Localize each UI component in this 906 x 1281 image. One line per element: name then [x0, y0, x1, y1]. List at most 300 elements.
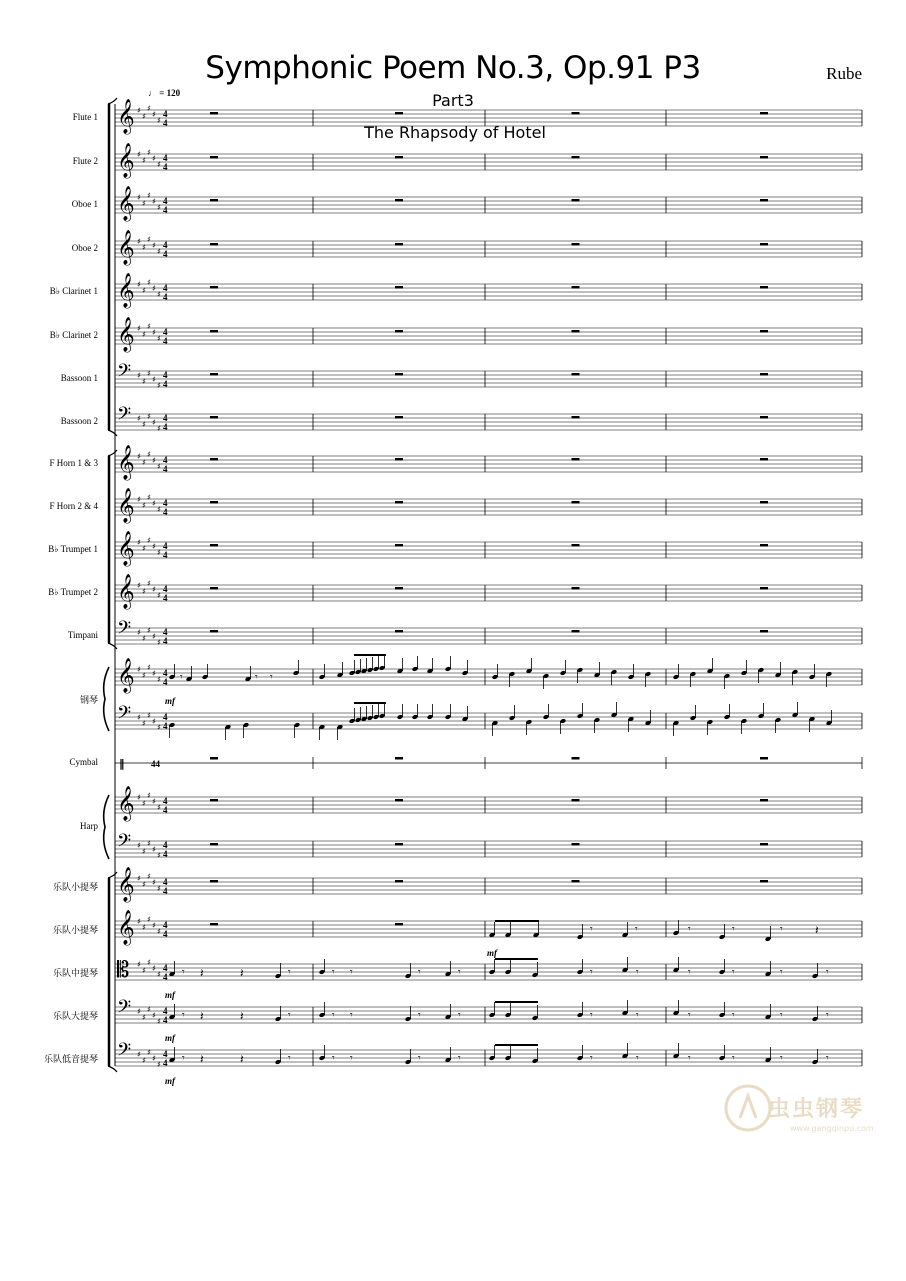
whole-rest — [395, 156, 403, 159]
staff — [115, 574, 862, 610]
whole-rest — [572, 880, 580, 883]
whole-rest — [210, 587, 218, 590]
whole-rest — [395, 587, 403, 590]
sharp-icon: ♯ — [137, 237, 141, 246]
eighth-rest-icon: 𝄾 — [590, 924, 593, 935]
sharp-icon: ♯ — [142, 330, 146, 339]
time-signature-bottom: 4 — [163, 205, 168, 215]
whole-rest — [210, 243, 218, 246]
eighth-rest-icon: 𝄾 — [270, 672, 273, 683]
whole-rest — [395, 243, 403, 246]
eighth-rest-icon: 𝄾 — [636, 1010, 639, 1021]
eighth-rest-icon: 𝄾 — [288, 967, 291, 978]
whole-rest — [760, 330, 768, 333]
sharp-icon: ♯ — [152, 154, 156, 163]
sharp-icon: ♯ — [157, 505, 161, 514]
time-signature-top: 4 — [163, 240, 168, 250]
time-signature-top: 4 — [163, 541, 168, 551]
sharp-icon: ♯ — [147, 663, 151, 672]
sharp-icon: ♯ — [147, 958, 151, 967]
dynamic-mf: mf — [165, 696, 175, 706]
eighth-rest-icon: 𝄾 — [780, 924, 783, 935]
sharp-icon: ♯ — [157, 638, 161, 647]
treble-clef-icon: 𝄞 — [117, 317, 135, 352]
eighth-rest-icon: 𝄾 — [688, 1053, 691, 1064]
whole-rest — [760, 373, 768, 376]
staff — [115, 404, 862, 433]
sharp-icon: ♯ — [152, 669, 156, 678]
treble-clef-icon: 𝄞 — [117, 574, 135, 609]
sharp-icon: ♯ — [147, 536, 151, 545]
sharp-icon: ♯ — [152, 328, 156, 337]
staff — [115, 831, 862, 860]
sharp-icon: ♯ — [157, 203, 161, 212]
sharp-icon: ♯ — [142, 1013, 146, 1022]
treble-clef-icon: 𝄞 — [117, 488, 135, 523]
instrument-label: 乐队大提琴 — [52, 1011, 98, 1021]
whole-rest — [395, 843, 403, 846]
time-signature-top: 4 — [163, 627, 168, 637]
eighth-rest-icon: 𝄾 — [826, 1010, 829, 1021]
instrument-label: Oboe 1 — [71, 199, 98, 209]
sharp-icon: ♯ — [147, 579, 151, 588]
sharp-icon: ♯ — [157, 851, 161, 860]
sharp-icon: ♯ — [137, 1007, 141, 1016]
time-signature-bottom: 4 — [163, 507, 168, 517]
eighth-rest-icon: 𝄾 — [418, 1010, 421, 1021]
score-subtitle: Part3 — [432, 91, 474, 110]
sharp-icon: ♯ — [142, 880, 146, 889]
score-title: Symphonic Poem No.3, Op.91 P3 — [205, 50, 701, 86]
sharp-icon: ♯ — [152, 717, 156, 726]
quarter-rest-icon: 𝄽 — [815, 923, 819, 937]
eighth-rest-icon: 𝄾 — [688, 967, 691, 978]
quarter-rest-icon: 𝄽 — [240, 1052, 244, 1066]
eighth-rest-icon: 𝄾 — [182, 1053, 185, 1064]
time-signature-bottom: 4 — [163, 1015, 168, 1025]
sharp-icon: ♯ — [137, 150, 141, 159]
eighth-rest-icon: 𝄾 — [635, 924, 638, 935]
sharp-icon: ♯ — [152, 418, 156, 427]
sharp-icon: ♯ — [142, 243, 146, 252]
sharp-icon: ♯ — [157, 1017, 161, 1026]
whole-rest — [572, 843, 580, 846]
percussion-clef-icon: ‖ — [119, 757, 125, 770]
whole-rest — [210, 286, 218, 289]
whole-rest — [760, 416, 768, 419]
sharp-icon: ♯ — [157, 1060, 161, 1069]
instrument-label: F Horn 1 & 3 — [49, 458, 98, 468]
sharp-icon: ♯ — [137, 106, 141, 115]
staff — [115, 658, 862, 694]
whole-rest — [572, 330, 580, 333]
eighth-rest-icon: 𝄾 — [182, 967, 185, 978]
sharp-icon: ♯ — [142, 671, 146, 680]
bass-clef-icon: 𝄢 — [117, 997, 132, 1022]
bracket-cap — [108, 872, 117, 878]
time-signature-bottom: 4 — [163, 1058, 168, 1068]
sharp-icon: ♯ — [142, 420, 146, 429]
time-signature-top: 4 — [163, 109, 168, 119]
eighth-rest-icon: 𝄾 — [350, 1010, 353, 1021]
sharp-icon: ♯ — [142, 458, 146, 467]
eighth-rest-icon: 𝄾 — [780, 967, 783, 978]
sharp-icon: ♯ — [152, 542, 156, 551]
time-signature-bottom: 4 — [163, 972, 168, 982]
time-signature-top: 4 — [163, 370, 168, 380]
sharp-icon: ♯ — [152, 921, 156, 930]
staff — [115, 230, 862, 266]
whole-rest — [210, 757, 218, 760]
whole-rest — [760, 286, 768, 289]
eighth-rest-icon: 𝄾 — [636, 1053, 639, 1064]
quarter-rest-icon: 𝄽 — [240, 966, 244, 980]
time-signature-top: 4 — [163, 1006, 168, 1016]
sharp-icon: ♯ — [147, 872, 151, 881]
sharp-icon: ♯ — [142, 156, 146, 165]
sharp-icon: ♯ — [157, 247, 161, 256]
instrument-label: 钢琴 — [79, 695, 98, 705]
staff — [115, 445, 862, 481]
sharp-icon: ♯ — [137, 371, 141, 380]
instrument-label: 乐队低音提琴 — [43, 1054, 98, 1064]
sharp-icon: ♯ — [157, 424, 161, 433]
whole-rest — [395, 112, 403, 115]
whole-rest — [760, 199, 768, 202]
whole-rest — [395, 373, 403, 376]
sharp-icon: ♯ — [147, 191, 151, 200]
whole-rest — [395, 544, 403, 547]
whole-rest — [572, 373, 580, 376]
eighth-rest-icon: 𝄾 — [458, 967, 461, 978]
sharp-icon: ♯ — [157, 803, 161, 812]
treble-clef-icon: 𝄞 — [117, 99, 135, 134]
sharp-icon: ♯ — [147, 915, 151, 924]
eighth-rest-icon: 𝄾 — [590, 967, 593, 978]
eighth-rest-icon: 𝄾 — [732, 967, 735, 978]
quarter-rest-icon: 𝄽 — [240, 1009, 244, 1023]
whole-rest — [572, 112, 580, 115]
whole-rest — [760, 501, 768, 504]
sharp-icon: ♯ — [147, 322, 151, 331]
sharp-icon: ♯ — [157, 723, 161, 732]
composer-name: Rube — [826, 64, 862, 83]
whole-rest — [395, 880, 403, 883]
eighth-rest-icon: 𝄾 — [350, 967, 353, 978]
whole-rest — [395, 501, 403, 504]
time-signature-top: 4 — [163, 584, 168, 594]
eighth-rest-icon: 𝄾 — [288, 1010, 291, 1021]
time-signature-bottom: 4 — [163, 929, 168, 939]
sharp-icon: ♯ — [137, 628, 141, 637]
eighth-rest-icon: 𝄾 — [732, 924, 735, 935]
treble-clef-icon: 𝄞 — [117, 230, 135, 265]
staff — [115, 99, 862, 135]
staff — [115, 361, 862, 390]
staff — [115, 143, 862, 179]
staff — [115, 317, 862, 353]
whole-rest — [395, 458, 403, 461]
sharp-icon: ♯ — [142, 587, 146, 596]
treble-clef-icon: 𝄞 — [117, 186, 135, 221]
sharp-icon: ♯ — [137, 665, 141, 674]
time-signature-top: 4 — [163, 413, 168, 423]
dynamic-mf: mf — [165, 1076, 175, 1086]
sharp-icon: ♯ — [142, 501, 146, 510]
bass-clef-icon: 𝄢 — [117, 831, 132, 856]
whole-rest — [395, 799, 403, 802]
grand-staff-brace — [104, 795, 109, 859]
sharp-icon: ♯ — [147, 626, 151, 635]
sharp-icon: ♯ — [152, 375, 156, 384]
whole-rest — [760, 630, 768, 633]
time-signature-top: 4 — [163, 196, 168, 206]
whole-rest — [210, 799, 218, 802]
whole-rest — [210, 843, 218, 846]
sharp-icon: ♯ — [147, 711, 151, 720]
time-signature-top: 4 — [163, 153, 168, 163]
eighth-rest-icon: 𝄾 — [180, 672, 183, 683]
eighth-rest-icon: 𝄾 — [332, 967, 335, 978]
time-signature-top: 4 — [163, 796, 168, 806]
time-signature-bottom: 4 — [163, 118, 168, 128]
time-signature-bottom: 4 — [163, 805, 168, 815]
staff — [115, 186, 862, 222]
staff — [115, 910, 862, 946]
bass-clef-icon: 𝄢 — [117, 404, 132, 429]
whole-rest — [210, 544, 218, 547]
whole-rest — [395, 630, 403, 633]
instrument-label: B♭ Clarinet 2 — [49, 330, 98, 340]
sharp-icon: ♯ — [137, 841, 141, 850]
instrument-label: Flute 2 — [72, 156, 98, 166]
bass-clef-icon: 𝄢 — [117, 618, 132, 643]
sharp-icon: ♯ — [152, 284, 156, 293]
whole-rest — [210, 630, 218, 633]
whole-rest — [210, 199, 218, 202]
dynamic-mf: mf — [487, 948, 497, 958]
time-signature-bottom: 4 — [163, 593, 168, 603]
sharp-icon: ♯ — [142, 719, 146, 728]
eighth-rest-icon: 𝄾 — [636, 967, 639, 978]
eighth-rest-icon: 𝄾 — [590, 1053, 593, 1064]
eighth-rest-icon: 𝄾 — [458, 1010, 461, 1021]
staff — [115, 618, 862, 647]
sharp-icon: ♯ — [157, 591, 161, 600]
whole-rest — [395, 199, 403, 202]
sharp-icon: ♯ — [157, 116, 161, 125]
whole-rest — [395, 416, 403, 419]
sharp-icon: ♯ — [147, 493, 151, 502]
sharp-icon: ♯ — [137, 414, 141, 423]
time-signature-top: 4 — [163, 498, 168, 508]
eighth-rest-icon: 𝄾 — [732, 1010, 735, 1021]
staff — [115, 488, 862, 524]
sharp-icon: ♯ — [142, 847, 146, 856]
whole-rest — [210, 330, 218, 333]
sharp-icon: ♯ — [142, 544, 146, 553]
time-signature-top: 4 — [163, 712, 168, 722]
staff — [115, 997, 862, 1026]
eighth-rest-icon: 𝄾 — [288, 1053, 291, 1064]
time-signature-bottom: 4 — [163, 464, 168, 474]
sharp-icon: ♯ — [147, 450, 151, 459]
eighth-rest-icon: 𝄾 — [826, 1053, 829, 1064]
time-signature-top: 4 — [163, 327, 168, 337]
eighth-rest-icon: 𝄾 — [458, 1053, 461, 1064]
whole-rest — [395, 757, 403, 760]
sharp-icon: ♯ — [137, 713, 141, 722]
sharp-icon: ♯ — [157, 884, 161, 893]
staff — [115, 867, 862, 903]
instrument-label: Flute 1 — [72, 112, 98, 122]
sharp-icon: ♯ — [152, 632, 156, 641]
watermark-logo-icon — [718, 1078, 778, 1138]
bass-clef-icon: 𝄢 — [117, 703, 132, 728]
movement-title: The Rhapsody of Hotel — [364, 123, 546, 142]
whole-rest — [210, 458, 218, 461]
time-signature-bottom: 4 — [163, 636, 168, 646]
sharp-icon: ♯ — [157, 334, 161, 343]
sharp-icon: ♯ — [137, 874, 141, 883]
eighth-rest-icon: 𝄾 — [418, 967, 421, 978]
time-signature-top: 4 — [163, 455, 168, 465]
sharp-icon: ♯ — [152, 964, 156, 973]
sharp-icon: ♯ — [152, 197, 156, 206]
treble-clef-icon: 𝄞 — [117, 445, 135, 480]
time-signature-bottom: 4 — [163, 162, 168, 172]
sharp-icon: ♯ — [142, 634, 146, 643]
time-signature-top: 4 — [163, 840, 168, 850]
sharp-icon: ♯ — [147, 791, 151, 800]
sharp-icon: ♯ — [152, 241, 156, 250]
sharp-icon: ♯ — [137, 495, 141, 504]
eighth-rest-icon: 𝄾 — [255, 672, 258, 683]
tempo-marking: ♩ = 120 — [148, 88, 181, 98]
instrument-label: 乐队小提琴 — [52, 882, 98, 892]
time-signature-bottom: 4 — [163, 422, 168, 432]
quarter-rest-icon: 𝄽 — [200, 966, 204, 980]
sharp-icon: ♯ — [137, 581, 141, 590]
whole-rest — [572, 243, 580, 246]
sharp-icon: ♯ — [157, 675, 161, 684]
alto-clef-icon: 𝄡 — [117, 958, 130, 983]
sharp-icon: ♯ — [142, 377, 146, 386]
sharp-icon: ♯ — [157, 970, 161, 979]
eighth-rest-icon: 𝄾 — [732, 1053, 735, 1064]
eighth-rest-icon: 𝄾 — [780, 1010, 783, 1021]
quarter-rest-icon: 𝄽 — [200, 1009, 204, 1023]
time-signature-bottom: 4 — [163, 379, 168, 389]
bracket-cap — [108, 98, 117, 104]
sharp-icon: ♯ — [142, 286, 146, 295]
sharp-icon: ♯ — [152, 878, 156, 887]
instrument-label: Oboe 2 — [71, 243, 98, 253]
whole-rest — [572, 156, 580, 159]
sharp-icon: ♯ — [147, 104, 151, 113]
sharp-icon: ♯ — [157, 160, 161, 169]
sharp-icon: ♯ — [137, 917, 141, 926]
grand-staff-brace — [104, 667, 109, 731]
sharp-icon: ♯ — [157, 381, 161, 390]
eighth-rest-icon: 𝄾 — [332, 1010, 335, 1021]
staff — [115, 757, 862, 770]
eighth-rest-icon: 𝄾 — [688, 1010, 691, 1021]
instrument-label: Harp — [80, 821, 98, 831]
time-signature-bottom: 4 — [163, 336, 168, 346]
eighth-rest-icon: 𝄾 — [182, 1010, 185, 1021]
whole-rest — [572, 501, 580, 504]
treble-clef-icon: 𝄞 — [117, 273, 135, 308]
sharp-icon: ♯ — [157, 927, 161, 936]
sharp-icon: ♯ — [137, 324, 141, 333]
sharp-icon: ♯ — [152, 499, 156, 508]
time-signature-bottom: 4 — [163, 249, 168, 259]
bass-clef-icon: 𝄢 — [117, 1040, 132, 1065]
dynamic-mf: mf — [165, 990, 175, 1000]
whole-rest — [395, 330, 403, 333]
whole-rest — [210, 501, 218, 504]
instrument-label: B♭ Clarinet 1 — [49, 286, 98, 296]
sharp-icon: ♯ — [137, 452, 141, 461]
whole-rest — [395, 923, 403, 926]
sharp-icon: ♯ — [142, 112, 146, 121]
time-signature-top: 4 — [163, 920, 168, 930]
whole-rest — [760, 843, 768, 846]
whole-rest — [210, 156, 218, 159]
eighth-rest-icon: 𝄾 — [688, 924, 691, 935]
staff — [115, 1040, 862, 1069]
whole-rest — [210, 880, 218, 883]
staff — [115, 786, 862, 822]
whole-rest — [760, 880, 768, 883]
whole-rest — [210, 373, 218, 376]
dynamic-mf: mf — [165, 1033, 175, 1043]
sharp-icon: ♯ — [142, 1056, 146, 1065]
whole-rest — [210, 416, 218, 419]
whole-rest — [760, 156, 768, 159]
whole-rest — [572, 587, 580, 590]
sharp-icon: ♯ — [152, 110, 156, 119]
whole-rest — [760, 757, 768, 760]
whole-rest — [760, 458, 768, 461]
whole-rest — [210, 923, 218, 926]
instrument-label: B♭ Trumpet 1 — [48, 544, 98, 554]
sharp-icon: ♯ — [147, 1005, 151, 1014]
eighth-rest-icon: 𝄾 — [418, 1053, 421, 1064]
sharp-icon: ♯ — [152, 845, 156, 854]
instrument-label: F Horn 2 & 4 — [49, 501, 98, 511]
time-signature-bottom: 4 — [163, 886, 168, 896]
whole-rest — [760, 587, 768, 590]
time-signature-bottom: 4 — [163, 292, 168, 302]
treble-clef-icon: 𝄞 — [117, 658, 135, 693]
instrument-label: Bassoon 2 — [60, 416, 98, 426]
bracket-cap — [108, 430, 117, 436]
sharp-icon: ♯ — [142, 966, 146, 975]
time-signature-top: 4 — [163, 963, 168, 973]
whole-rest — [572, 544, 580, 547]
eighth-rest-icon: 𝄾 — [826, 967, 829, 978]
time-signature-top: 4 — [163, 1049, 168, 1059]
sharp-icon: ♯ — [147, 1048, 151, 1057]
sharp-icon: ♯ — [137, 193, 141, 202]
treble-clef-icon: 𝄞 — [117, 531, 135, 566]
whole-rest — [760, 799, 768, 802]
eighth-rest-icon: 𝄾 — [780, 1053, 783, 1064]
sharp-icon: ♯ — [142, 923, 146, 932]
instrument-label: B♭ Trumpet 2 — [48, 587, 98, 597]
